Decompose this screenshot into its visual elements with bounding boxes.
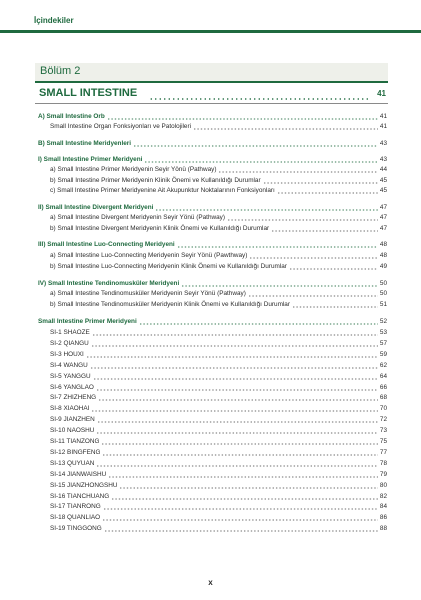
toc-entry-label: b) Small Intestine Luo-Connecting Meridyenin Klinik Önemi ve Kullanıldığı Durumlar bbox=[50, 263, 287, 270]
dot-leader bbox=[92, 334, 378, 336]
toc-section-entry[interactable] bbox=[38, 203, 387, 213]
toc-entry-label: SI-6 YANGLAO bbox=[50, 384, 94, 391]
toc-entry-label: B) Small Intestine Meridyenleri bbox=[38, 140, 132, 147]
toc-subentry[interactable] bbox=[50, 459, 387, 469]
dot-leader bbox=[193, 128, 378, 130]
dot-leader bbox=[218, 171, 377, 173]
dot-leader bbox=[107, 118, 378, 120]
toc-subentry[interactable] bbox=[50, 176, 387, 186]
toc-subentry[interactable] bbox=[50, 122, 387, 132]
toc-entry-page: 43 bbox=[379, 140, 387, 147]
toc-section-entry[interactable] bbox=[38, 139, 387, 149]
toc-entry-page: 62 bbox=[379, 362, 387, 369]
dot-leader bbox=[103, 508, 378, 510]
toc-entry-page: 47 bbox=[379, 204, 387, 211]
dot-leader bbox=[93, 378, 378, 380]
toc-entry-page: 75 bbox=[379, 438, 387, 445]
toc-entry-page: 72 bbox=[379, 416, 387, 423]
dot-leader bbox=[277, 192, 378, 194]
toc-section-entry[interactable] bbox=[38, 155, 387, 165]
toc-subentry[interactable] bbox=[50, 186, 387, 196]
page-header-title: İçindekiler bbox=[34, 16, 74, 25]
toc-subentry[interactable] bbox=[50, 300, 387, 310]
toc-entry-page: 47 bbox=[379, 214, 387, 221]
dot-leader bbox=[90, 367, 378, 369]
dot-leader bbox=[97, 421, 378, 423]
toc-entry-page: 48 bbox=[379, 252, 387, 259]
dot-leader bbox=[96, 465, 377, 467]
toc-entry-label: A) Small Intestine Orb bbox=[38, 113, 105, 120]
toc-entry-page: 66 bbox=[379, 384, 387, 391]
toc-section-entry[interactable] bbox=[38, 317, 387, 327]
toc-entry-label: SI-7 ZHIZHENG bbox=[50, 394, 97, 401]
toc-subentry[interactable] bbox=[50, 339, 387, 349]
toc-entry-page: 50 bbox=[379, 280, 387, 287]
toc-entry-label: SI-14 JIANWAISHU bbox=[50, 471, 107, 478]
toc-entry-page: 53 bbox=[379, 329, 387, 336]
toc-entry-label: SI-4 WANGU bbox=[50, 362, 88, 369]
toc-subentry[interactable] bbox=[50, 383, 387, 393]
toc-subentry[interactable] bbox=[50, 393, 387, 403]
dot-leader bbox=[144, 161, 377, 163]
toc-entry-page: 64 bbox=[379, 373, 387, 380]
toc-subentry[interactable] bbox=[50, 213, 387, 223]
dot-leader bbox=[263, 182, 378, 184]
toc-entry-page: 51 bbox=[379, 301, 387, 308]
toc-entry-label: a) Small Intestine Tendinomusküler Meridyenin Seyir Yönü (Pathway) bbox=[50, 290, 246, 297]
toc-entry-page: 48 bbox=[379, 241, 387, 248]
toc-entry-label: SI-18 QUANLIAO bbox=[50, 514, 101, 521]
main-entry-page: 41 bbox=[377, 89, 386, 98]
dot-leader bbox=[96, 389, 378, 391]
toc-entry-label: III) Small Intestine Luo-Connecting Meridyeni bbox=[38, 241, 175, 248]
toc-subentry[interactable] bbox=[50, 328, 387, 338]
toc-subentry[interactable] bbox=[50, 372, 387, 382]
toc-section-entry[interactable] bbox=[38, 112, 387, 122]
toc-entry-page: 73 bbox=[379, 427, 387, 434]
toc-entry-label: SI-2 QIANGU bbox=[50, 340, 89, 347]
toc-subentry[interactable] bbox=[50, 492, 387, 502]
toc-subentry[interactable] bbox=[50, 165, 387, 175]
toc-entry-page: 52 bbox=[379, 318, 387, 325]
dot-leader bbox=[102, 519, 378, 521]
toc-subentry[interactable] bbox=[50, 524, 387, 534]
dot-leader bbox=[155, 209, 377, 211]
toc-entry-page: 88 bbox=[379, 525, 387, 532]
toc-entry-label: b) Small Intestine Primer Meridyenin Klinik Önemi ve Kullanıldığı Durumlar bbox=[50, 177, 261, 184]
dot-leader bbox=[101, 443, 377, 445]
toc-entry-label: SI-11 TIANZONG bbox=[50, 438, 100, 445]
toc-entry-label: a) Small Intestine Divergent Meridyenin Seyir Yönü (Pathway) bbox=[50, 214, 225, 221]
toc-entry-page: 41 bbox=[379, 113, 387, 120]
toc-entry-label: SI-12 BINGFENG bbox=[50, 449, 101, 456]
toc-entry-page: 59 bbox=[379, 351, 387, 358]
toc-entry-label: a) Small Intestine Primer Meridyenin Seyir Yönü (Pathway) bbox=[50, 166, 217, 173]
footer-page-number: x bbox=[208, 578, 213, 587]
toc-entry-page: 77 bbox=[379, 449, 387, 456]
dot-leader bbox=[98, 399, 378, 401]
toc-entry-label: SI-9 JIANZHEN bbox=[50, 416, 95, 423]
toc-entry-page: 86 bbox=[379, 514, 387, 521]
toc-entry-label: II) Small Intestine Divergent Meridyeni bbox=[38, 204, 154, 211]
toc-entry-page: 43 bbox=[379, 156, 387, 163]
toc-entry-label: I) Small Intestine Primer Meridyeni bbox=[38, 156, 143, 163]
dot-leader bbox=[91, 410, 377, 412]
toc-entry-label: SI-1 SHAOZE bbox=[50, 329, 90, 336]
toc-entry-label: SI-10 NAOSHU bbox=[50, 427, 95, 434]
toc-subentry[interactable] bbox=[50, 262, 387, 272]
dot-leader bbox=[181, 285, 378, 287]
dot-leader bbox=[289, 268, 378, 270]
dot-leader bbox=[177, 246, 378, 248]
main-entry-title: SMALL INTESTINE bbox=[39, 87, 138, 99]
dot-leader bbox=[119, 487, 377, 489]
toc-entry-label: SI-13 QUYUAN bbox=[50, 460, 95, 467]
dot-leader bbox=[227, 219, 378, 221]
toc-entry-label: SI-8 XIAOHAI bbox=[50, 405, 90, 412]
toc-entry-page: 49 bbox=[379, 263, 387, 270]
dot-leader bbox=[271, 230, 378, 232]
toc-entry-label: b) Small Intestine Divergent Meridyenin Klinik Önemi ve Kullanıldığı Durumlar bbox=[50, 225, 270, 232]
toc-entry-label: a) Small Intestine Luo-Connecting Meridyenin Seyir Yönü (Pawthway) bbox=[50, 252, 248, 259]
toc-entry-label: Small Intestine Primer Meridyeni bbox=[38, 318, 137, 325]
toc-entry-label: IV) Small Intestine Tendinomusküler Meridyeni bbox=[38, 280, 180, 287]
toc-subentry[interactable] bbox=[50, 224, 387, 234]
chapter-title: Bölüm 2 bbox=[40, 65, 81, 77]
toc-entry-page: 45 bbox=[379, 177, 387, 184]
toc-subentry[interactable] bbox=[50, 426, 387, 436]
toc-entry-page: 45 bbox=[379, 187, 387, 194]
toc-subentry[interactable] bbox=[50, 437, 387, 447]
dot-leader bbox=[86, 356, 378, 358]
toc-entry-page: 70 bbox=[379, 405, 387, 412]
dot-leader bbox=[139, 323, 378, 325]
toc-subentry[interactable] bbox=[50, 350, 387, 360]
toc-subentry[interactable] bbox=[50, 415, 387, 425]
toc-section-entry[interactable] bbox=[38, 240, 387, 250]
toc-entry-page: 84 bbox=[379, 503, 387, 510]
dot-leader bbox=[96, 432, 377, 434]
toc-entry-page: 78 bbox=[379, 460, 387, 467]
dot-leader bbox=[108, 476, 378, 478]
toc-subentry[interactable] bbox=[50, 470, 387, 480]
dot-leader bbox=[111, 498, 378, 500]
toc-entry-label: b) Small Intestine Tendinomusküler Meridyenin Klinik Önemi ve Kullanıldığı Durumlar bbox=[50, 301, 290, 308]
dot-leader bbox=[104, 530, 378, 532]
toc-section-entry[interactable] bbox=[38, 279, 387, 289]
toc-subentry[interactable] bbox=[50, 481, 387, 491]
toc-subentry[interactable] bbox=[50, 448, 387, 458]
toc-entry-page: 47 bbox=[379, 225, 387, 232]
toc-subentry[interactable] bbox=[50, 361, 387, 371]
toc-entry-page: 50 bbox=[379, 290, 387, 297]
toc-subentry[interactable] bbox=[50, 502, 387, 512]
dot-leader bbox=[292, 306, 378, 308]
toc-subentry[interactable] bbox=[50, 513, 387, 523]
toc-entry-label: SI-15 JIANZHONGSHU bbox=[50, 482, 118, 489]
toc-entry-label: Small Intestine Organ Fonksiyonları ve Patolojileri bbox=[50, 123, 192, 130]
toc-entry-page: 57 bbox=[379, 340, 387, 347]
dot-leader bbox=[248, 295, 378, 297]
toc-subentry[interactable] bbox=[50, 289, 387, 299]
toc-entry-label: SI-3 HOUXI bbox=[50, 351, 84, 358]
toc-entry-page: 79 bbox=[379, 471, 387, 478]
toc-entry-page: 41 bbox=[379, 123, 387, 130]
toc-entry-page: 82 bbox=[379, 493, 387, 500]
toc-entry-label: SI-5 YANGGU bbox=[50, 373, 91, 380]
toc-entry-page: 68 bbox=[379, 394, 387, 401]
dot-leader bbox=[102, 454, 377, 456]
toc-entry-label: c) Small Intestine Primer Meridyenine Ait Akupunktur Noktalarının Fonksiyonları bbox=[50, 187, 275, 194]
toc-entry-page: 80 bbox=[379, 482, 387, 489]
toc-entry-page: 44 bbox=[379, 166, 387, 173]
dot-leader bbox=[133, 145, 378, 147]
toc-entry-label: SI-19 TINGGONG bbox=[50, 525, 102, 532]
dot-leader bbox=[91, 345, 378, 347]
dot-leader bbox=[249, 257, 378, 259]
toc-entry-label: SI-17 TIANRONG bbox=[50, 503, 101, 510]
toc-subentry[interactable] bbox=[50, 404, 387, 414]
toc-entry-label: SI-16 TIANCHUANG bbox=[50, 493, 110, 500]
toc-subentry[interactable] bbox=[50, 251, 387, 261]
